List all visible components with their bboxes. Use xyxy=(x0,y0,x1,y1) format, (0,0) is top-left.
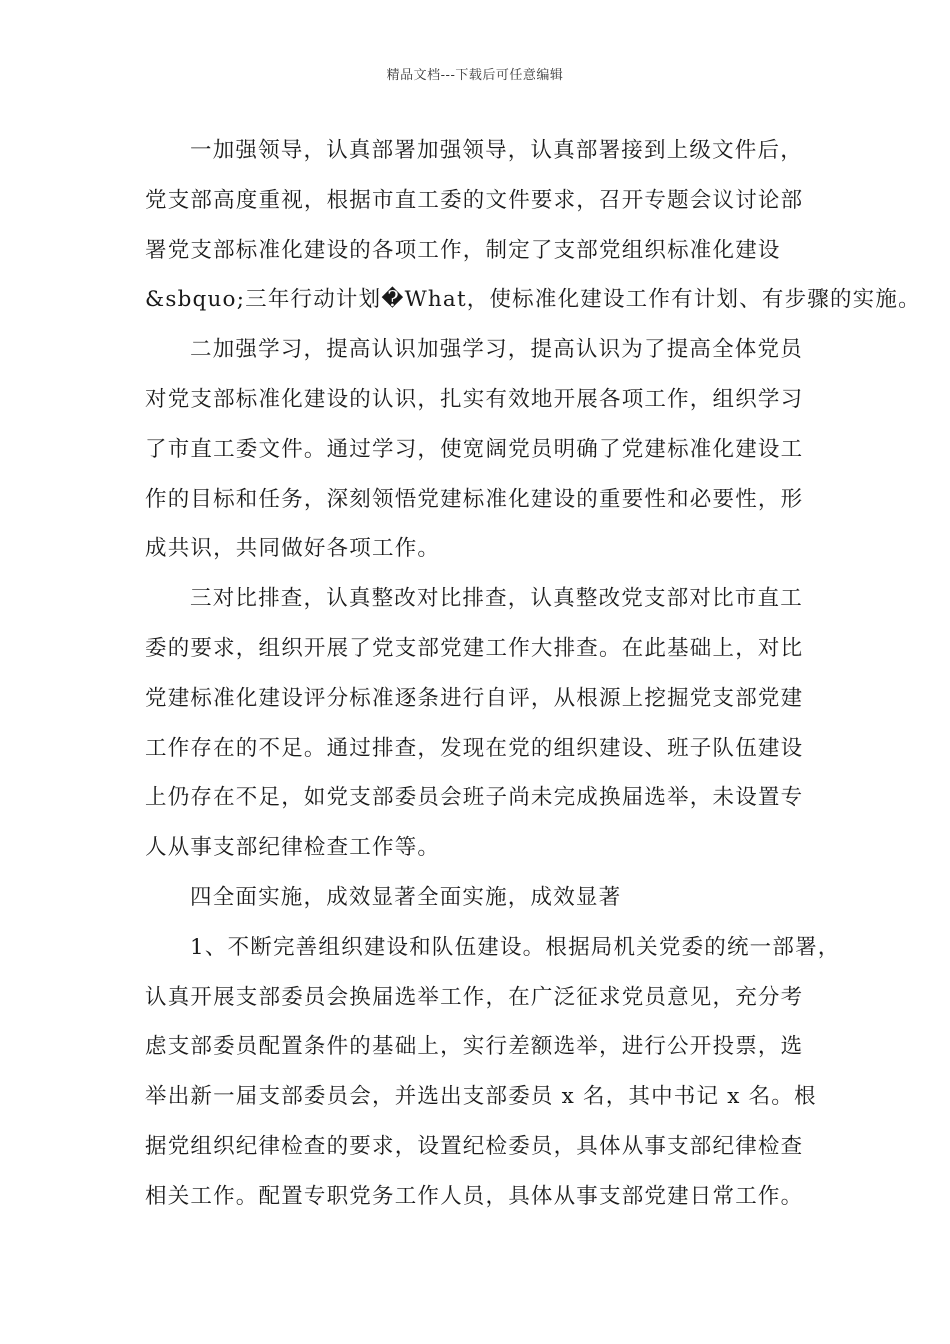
text-line: 三对比排查，认真整改对比排查，认真整改党支部对比市直工 xyxy=(190,586,803,612)
text-line: 举出新一届支部委员会，并选出支部委员 x 名，其中书记 x 名。根 xyxy=(145,1084,817,1110)
text-line: 委的要求，组织开展了党支部党建工作大排查。在此基础上，对比 xyxy=(145,635,804,661)
text-line: 署党支部标准化建设的各项工作，制定了支部党组织标准化建设 xyxy=(145,237,781,263)
text-line: 相关工作。配置专职党务工作人员，具体从事支部党建日常工作。 xyxy=(145,1183,804,1209)
text-line: 了市直工委文件。通过学习，使宽阔党员明确了党建标准化建设工 xyxy=(145,436,804,462)
text-line: 作的目标和任务，深刻领悟党建标准化建设的重要性和必要性，形 xyxy=(145,486,804,512)
text-line: 工作存在的不足。通过排查，发现在党的组织建设、班子队伍建设 xyxy=(145,735,804,761)
text-line: 据党组织纪律检查的要求，设置纪检委员，具体从事支部纪律检查 xyxy=(145,1133,804,1159)
document-body xyxy=(145,126,921,1222)
text-line: 人从事支部纪律检查工作等。 xyxy=(145,835,441,861)
text-line: 上仍存在不足，如党支部委员会班子尚未完成换届选举，未设置专 xyxy=(145,785,804,811)
text-line: &sbquo;三年行动计划�What，使标准化建设工作有计划、有步骤的实施。 xyxy=(145,287,921,313)
text-line: 对党支部标准化建设的认识，扎实有效地开展各项工作，组织学习 xyxy=(145,386,804,412)
text-line: 党支部高度重视，根据市直工委的文件要求，召开专题会议讨论部 xyxy=(145,187,804,213)
text-line: 党建标准化建设评分标准逐条进行自评，从根源上挖掘党支部党建 xyxy=(145,685,804,711)
text-line: 虑支部委员配置条件的基础上，实行差额选举，进行公开投票，选 xyxy=(145,1034,804,1060)
text-line: 成共识，共同做好各项工作。 xyxy=(145,536,441,562)
text-line: 一加强领导，认真部署加强领导，认真部署接到上级文件后， xyxy=(190,138,803,163)
text-line: 二加强学习，提高认识加强学习，提高认识为了提高全体党员 xyxy=(190,337,803,363)
page-header: 精品文档---下载后可任意编辑 xyxy=(386,68,564,83)
text-line: 认真开展支部委员会换届选举工作，在广泛征求党员意见，充分考 xyxy=(145,984,804,1010)
text-line: 四全面实施，成效显著全面实施，成效显著 xyxy=(190,884,622,910)
text-line: 1、不断完善组织建设和队伍建设。根据局机关党委的统一部署， xyxy=(190,934,841,960)
